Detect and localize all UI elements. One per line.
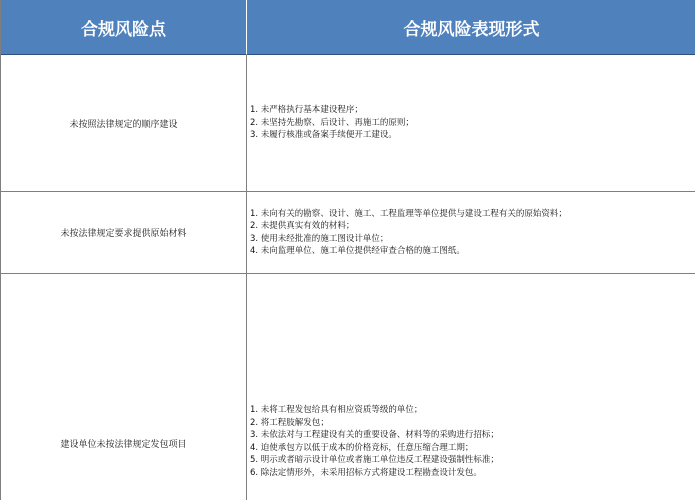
risk-point-cell: 未按法律规定要求提供原始材料 xyxy=(1,192,247,273)
list-item: 1. 未将工程发包给具有相应资质等级的单位； xyxy=(250,405,423,415)
header-risk-forms: 合规风险表现形式 xyxy=(247,0,695,55)
list-item: 3. 使用未经批准的施工图设计单位； xyxy=(250,233,389,244)
list-item: 3. 未依法对与工程建设有关的重要设备、材料等的采购进行招标； xyxy=(250,430,499,440)
list-item: 1. 未严格执行基本建设程序； xyxy=(250,105,363,116)
list-item: 5. 明示或者暗示设计单位或者施工单位违反工程建设强制性标准； xyxy=(250,455,499,465)
table-row xyxy=(1,192,695,274)
risk-forms-cell xyxy=(247,274,695,500)
list-item: 2. 未坚持先勘察、后设计、再施工的原则； xyxy=(250,117,414,128)
list-item: 3. 未履行核准或备案手续便开工建设。 xyxy=(250,130,397,141)
table-row xyxy=(1,55,695,192)
risk-forms-cell xyxy=(247,55,695,191)
list-item: 1. 未向有关的勘察、设计、施工、工程监理等单位提供与建设工程有关的原始资料； xyxy=(250,208,567,219)
list-item: 4. 未向监理单位、施工单位提供经审查合格的施工图纸。 xyxy=(250,246,465,256)
list-item: 4. 迫使承包方以低于成本的价格竞标，任意压缩合理工期； xyxy=(250,442,474,453)
table-row xyxy=(1,274,695,500)
list-item: 2. 未提供真实有效的材料； xyxy=(250,221,355,231)
risk-forms-cell xyxy=(247,192,695,273)
list-item: 2. 将工程肢解发包； xyxy=(250,417,329,428)
risk-point-cell: 建设单位未按法律规定发包项目 xyxy=(1,274,247,500)
header-risk-point: 合规风险点 xyxy=(1,0,247,55)
list-item: 6. 除法定情形外，未采用招标方式将建设工程勘查设计发包。 xyxy=(250,467,482,478)
risk-point-cell: 未按照法律规定的顺序建设 xyxy=(1,55,247,191)
